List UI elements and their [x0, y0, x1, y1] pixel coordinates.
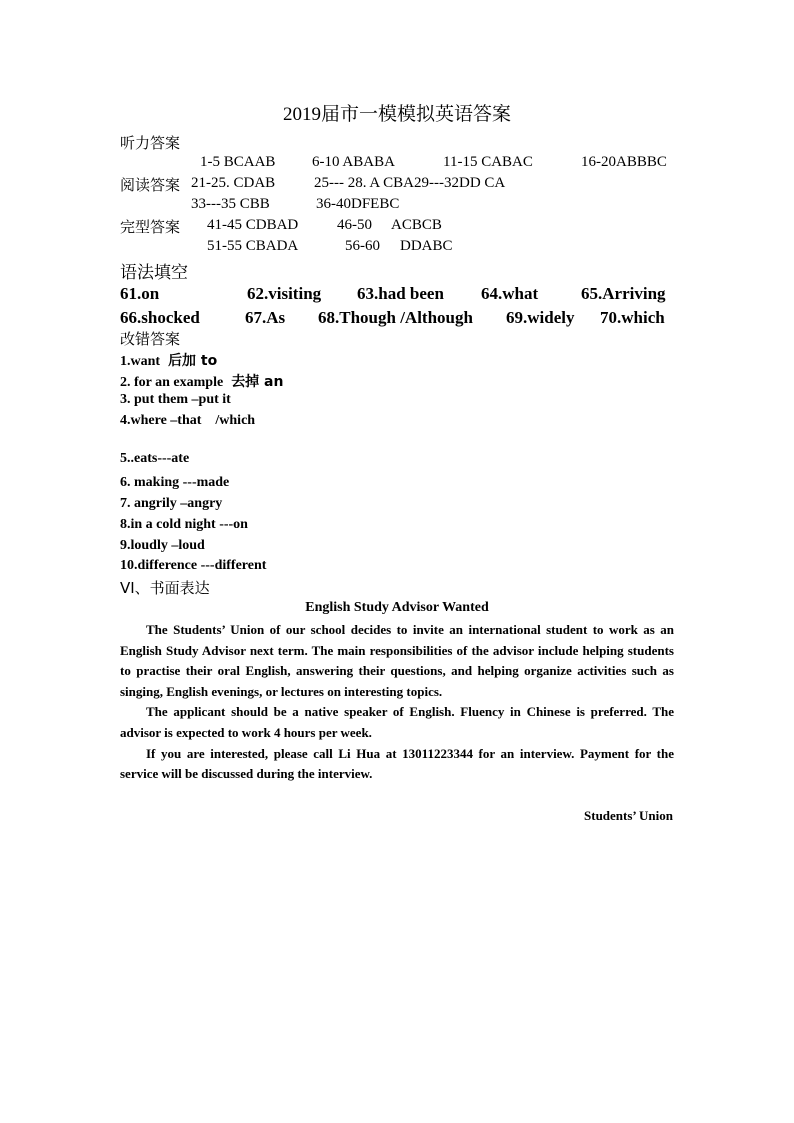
essay-body — [120, 620, 674, 785]
grammar-answer-63: 63.had been — [357, 284, 444, 303]
cloze-answer-6: DDABC — [400, 238, 453, 254]
listening-heading: 听力答案 — [120, 134, 181, 152]
correction-item: 9.loudly –loud — [120, 538, 205, 553]
writing-heading: VI、书面表达 — [120, 579, 210, 597]
essay-paragraph: If you are interested, please call Li Hua at 13011223344 for an interview. Payment for the service will be discussed during the interview. — [120, 745, 674, 782]
correction-item: 10.difference ---different — [120, 558, 267, 573]
listening-answer-2: 6-10 ABABA — [312, 154, 395, 170]
reading-answer-1: 21-25. CDAB — [191, 175, 276, 191]
correction-item: 1.want 后加 to — [120, 353, 218, 369]
cloze-answer-4: 51-55 CBADA — [207, 238, 299, 254]
correction-item: 6. making ---made — [120, 475, 230, 490]
essay-paragraph: The Students’ Union of our school decides to invite an international student to work as an English Study Advisor next term. The main responsibilities of the advisor include helping students to practise their oral English, answering their questions, and helping organize activities such as singing, English evenings, or lectures on interesting topics. — [120, 622, 674, 699]
correction-item: 8.in a cold night ---on — [120, 517, 248, 532]
cloze-answer-1: 41-45 CDBAD — [207, 217, 299, 233]
cloze-heading: 完型答案 — [120, 218, 181, 236]
signature: Students’ Union — [584, 808, 673, 823]
correction-item: 3. put them –put it — [120, 392, 231, 407]
grammar-answer-69: 69.widely — [506, 308, 575, 327]
cloze-answer-3: ACBCB — [391, 217, 442, 233]
essay-paragraph: The applicant should be a native speaker of English. Fluency in Chinese is preferred. The advisor is expected to work 4 hours per week. — [120, 704, 674, 740]
listening-answer-1: 1-5 BCAAB — [200, 154, 276, 170]
grammar-answer-64: 64.what — [481, 284, 539, 303]
listening-answer-3: 11-15 CABAC — [443, 154, 533, 170]
cloze-answer-5: 56-60 — [345, 238, 380, 254]
grammar-answer-67: 67.As — [245, 308, 286, 327]
grammar-answer-70: 70.which — [600, 308, 665, 327]
essay-title: English Study Advisor Wanted — [305, 600, 489, 615]
correction-heading: 改错答案 — [120, 330, 181, 348]
grammar-answer-65: 65.Arriving — [581, 284, 666, 303]
reading-answer-2: 25--- 28. A CBA29---32DD CA — [314, 175, 506, 191]
cloze-answer-2: 46-50 — [337, 217, 372, 233]
grammar-answer-62: 62.visiting — [247, 284, 322, 303]
correction-item: 7. angrily –angry — [120, 496, 223, 511]
reading-heading: 阅读答案 — [120, 176, 181, 194]
correction-item: 2. for an example 去掉 an — [120, 374, 284, 390]
grammar-heading: 语法填空 — [120, 263, 188, 283]
grammar-answer-66: 66.shocked — [120, 308, 200, 327]
reading-answer-3: 33---35 CBB — [191, 196, 270, 212]
listening-answer-4: 16-20ABBBC — [581, 154, 667, 170]
correction-item: 5..eats---ate — [120, 451, 190, 466]
grammar-answer-68: 68.Though /Although — [318, 308, 473, 327]
correction-item: 4.where –that /which — [120, 413, 256, 428]
reading-answer-4: 36-40DFEBC — [316, 196, 400, 212]
page-title: 2019届市一模模拟英语答案 — [282, 104, 511, 125]
grammar-answer-61: 61.on — [120, 284, 160, 303]
